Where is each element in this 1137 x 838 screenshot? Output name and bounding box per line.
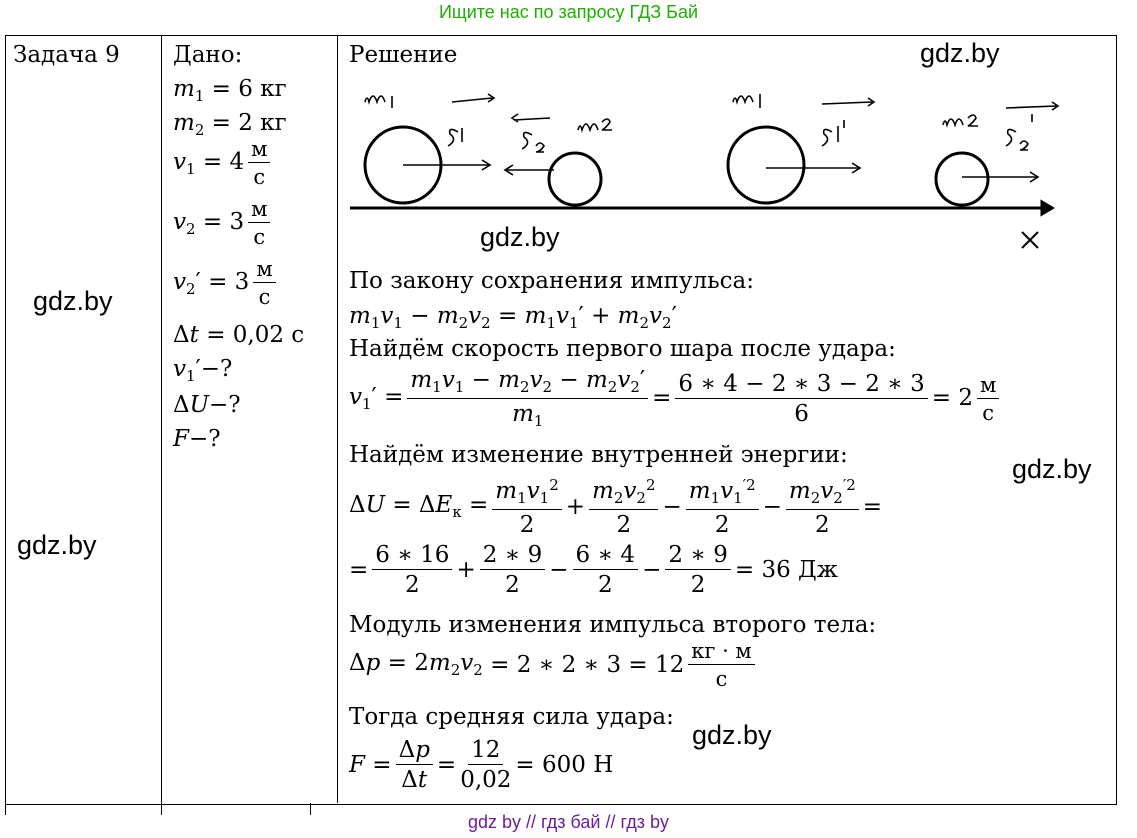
given-m2: $m_2 = 2$ кг xyxy=(173,110,287,139)
text-average-force: Тогда средняя сила удара: xyxy=(349,704,674,730)
solution-header: Решение xyxy=(349,42,458,68)
ball-1-after xyxy=(728,127,804,203)
label-m1-before xyxy=(365,96,392,108)
collision-diagram xyxy=(340,80,1070,260)
watermark: gdz.by xyxy=(17,530,97,560)
watermark: gdz.by xyxy=(33,286,113,316)
given-v2: $v_2 = 3$ $\frac{м}{с}$ xyxy=(173,198,274,248)
top-banner[interactable]: Ищите нас по запросу ГДЗ Бай xyxy=(438,2,699,22)
find-dU: ΔU−? xyxy=(173,392,241,418)
text-momentum-change: Модуль изменения импульса второго тела: xyxy=(349,612,877,638)
label-m2-after xyxy=(943,115,978,126)
column-divider-1 xyxy=(161,35,162,815)
watermark: gdz.by xyxy=(920,38,1000,68)
axis-arrowhead xyxy=(1042,202,1052,214)
equation-force: F = $\frac{\Delta p}{\Delta t}$ = $\frac{12}{0,02}$ = 600 Н xyxy=(349,737,614,794)
equation-momentum: $m_1v_1 - m_2v_2 = m_1v_1' + m_2v_2'$ xyxy=(349,303,677,332)
ball-2-after xyxy=(936,153,988,205)
text-momentum-conservation: По закону сохранения импульса: xyxy=(349,268,754,294)
given-m1: $m_1 = 6$ кг xyxy=(173,76,287,105)
label-m2-before xyxy=(578,119,612,130)
label-m1-after xyxy=(733,94,760,108)
find-F: F−? xyxy=(173,426,221,452)
label-v2-after xyxy=(1006,102,1058,150)
bottom-banner[interactable]: gdz by // гдз бай // гдз by xyxy=(467,812,670,832)
given-dt: Δt = 0,02 с xyxy=(173,322,305,348)
ball-2-before xyxy=(549,153,601,205)
text-find-velocity: Найдём скорость первого шара после удара: xyxy=(349,336,896,362)
watermark: gdz.by xyxy=(692,720,772,750)
equation-velocity: $v_1'$ = $\frac{m_1v_1 - m_2v_2 - m_2v_2'}{m_1}$ = $\frac{6 ∗ 4 - 2 ∗ 3 - 2 ∗ 3}{6}$ = 2 $\frac{м}{с}$ xyxy=(349,368,1003,430)
find-v1-prime: $v_1'-$? xyxy=(173,356,233,385)
label-v1-before xyxy=(448,94,494,146)
equation-energy-2: = $\frac{6 ∗ 16}{2}$ + $\frac{2 ∗ 9}{2}$ − $\frac{6 ∗ 4}{2}$ − $\frac{2 ∗ 9}{2}$ = 36 Дж xyxy=(349,542,838,599)
column-divider-2 xyxy=(337,35,338,803)
given-v1: $v_1 = 4$ $\frac{м}{с}$ xyxy=(173,138,274,188)
equation-energy-1: $\Delta U = \Delta E_к$ = $\frac{m_1v_1^2}{2}$ + $\frac{m_2v_2^2}{2}$ − $\frac{m_1v_1^{'2}}{2}$ − $\frac{m_2v_2^{'2}}{2}$ = xyxy=(349,476,883,538)
text-internal-energy: Найдём изменение внутренней энергии: xyxy=(349,442,848,468)
equation-momentum-change: $\Delta p = 2m_2v_2$ = 2 ∗ 2 ∗ 3 = 12 $\frac{кг \cdot м}{с}$ xyxy=(349,640,759,690)
task-title: Задача 9 xyxy=(13,42,120,68)
label-axis-x xyxy=(1022,232,1038,248)
watermark: gdz.by xyxy=(480,222,560,252)
given-v2-prime: $v_2' = 3$ $\frac{м}{с}$ xyxy=(173,258,280,308)
given-header: Дано: xyxy=(173,42,243,68)
watermark: gdz.by xyxy=(1012,454,1092,484)
label-v2-before xyxy=(512,114,550,152)
label-v1-after xyxy=(822,98,874,146)
